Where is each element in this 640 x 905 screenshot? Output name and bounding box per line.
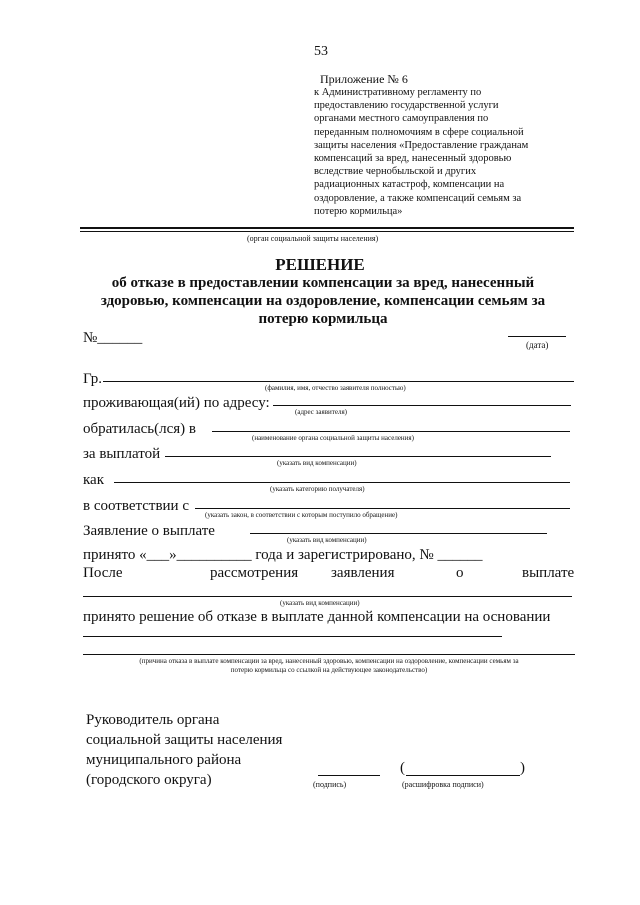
payment-label: за выплатой: [83, 446, 161, 462]
appendix-line: радиационных катастроф, компенсации на: [314, 179, 505, 191]
head-title-line: муниципального района: [86, 752, 242, 768]
head-title-line: (городского округа): [86, 772, 212, 788]
as-line[interactable]: [114, 482, 570, 483]
signature-line[interactable]: [318, 775, 380, 776]
after-word: о: [456, 565, 464, 581]
after-word: рассмотрения: [210, 565, 299, 581]
appendix-line: оздоровление, а также компенсаций семьям за: [314, 192, 522, 204]
organ-line-2: [80, 231, 574, 232]
applicant-label: Гр.: [83, 371, 102, 387]
decode-caption: (расшифровка подписи): [402, 780, 484, 789]
statement-caption: (указать вид компенсации): [287, 536, 367, 544]
as-caption: (указать категорию получателя): [270, 485, 365, 493]
decision-blank-2[interactable]: [83, 654, 575, 655]
after-word: После: [83, 565, 123, 581]
applied-label: обратилась(лся) в: [83, 421, 196, 437]
statement-line[interactable]: [250, 533, 547, 534]
accordance-line[interactable]: [195, 508, 570, 509]
head-title: [86, 710, 282, 790]
organ-caption: (орган социальной защиты населения): [247, 234, 379, 243]
after-word: выплате: [522, 565, 575, 581]
decision-subtitle: [70, 274, 576, 328]
accordance-caption: (указать закон, в соответствии с которым поступило обращение): [205, 511, 398, 519]
appendix-title: Приложение № 6: [320, 72, 408, 86]
appendix-line: переданным полномочиям в сфере социальной: [314, 126, 524, 138]
reason-caption-line: потерю кормильца со ссылкой на действующее законодательство): [230, 666, 428, 674]
payment-line[interactable]: [165, 456, 551, 457]
reason-caption: [83, 657, 575, 675]
organ-line: [80, 227, 574, 229]
appendix-line: компенсаций за вред, нанесенный здоровью: [314, 153, 512, 165]
appendix-line: органами местного самоуправления по: [314, 113, 489, 125]
reason-caption-line: (причина отказа в выплате компенсации за вред, нанесенный здоровью, компенсации на оздоровление, компенсации семьям за: [139, 657, 519, 665]
payment-caption: (указать вид компенсации): [277, 459, 357, 467]
decision-title: РЕШЕНИЕ: [275, 255, 365, 274]
appendix-line: защиты населения «Предоставление гражданам: [314, 139, 529, 151]
applied-line[interactable]: [212, 431, 570, 432]
decision-line: принято решение об отказе в выплате данной компенсации на основании: [83, 609, 551, 625]
address-label: проживающая(ий) по адресу:: [83, 395, 270, 411]
head-title-line: социальной защиты населения: [86, 732, 283, 748]
statement-label: Заявление о выплате: [83, 523, 215, 539]
date-caption: (дата): [526, 340, 549, 350]
decode-close: ): [520, 760, 525, 776]
decision-blank-1[interactable]: [83, 636, 502, 637]
accordance-label: в соответствии с: [83, 498, 189, 514]
appendix-line: потерю кормильца»: [314, 205, 403, 217]
after-caption: (указать вид компенсации): [280, 599, 360, 607]
appendix-line: к Административному регламенту по: [314, 87, 482, 98]
decision-number: №______: [83, 330, 143, 346]
decode-line[interactable]: [406, 775, 520, 776]
appendix-text: [314, 86, 528, 218]
after-word: заявления: [331, 565, 395, 581]
decision-subtitle-line: потерю кормильца: [258, 311, 388, 327]
head-title-line: Руководитель органа: [86, 712, 220, 728]
after-line[interactable]: [83, 596, 572, 597]
address-caption: (адрес заявителя): [295, 408, 347, 416]
decision-subtitle-line: об отказе в предоставлении компенсации за вред, нанесенный: [111, 275, 535, 291]
appendix-line: предоставлению государственной услуги: [314, 100, 499, 112]
accepted-line: принято «___»__________ года и зарегистрировано, № ______: [83, 547, 483, 563]
applicant-line[interactable]: [103, 381, 574, 382]
as-label: как: [83, 472, 105, 488]
page-number: 53: [314, 44, 328, 59]
address-line[interactable]: [273, 405, 571, 406]
decode-open: (: [400, 760, 405, 776]
appendix-line: вследствие чернобыльской и других: [314, 166, 477, 178]
decision-subtitle-line: здоровью, компенсации на оздоровление, компенсации семьям за: [100, 293, 546, 309]
signature-caption: (подпись): [313, 780, 347, 789]
applicant-caption: (фамилия, имя, отчество заявителя полностью): [265, 384, 406, 392]
applied-caption: (наименование органа социальной защиты населения): [252, 434, 414, 442]
date-line: [508, 336, 566, 337]
